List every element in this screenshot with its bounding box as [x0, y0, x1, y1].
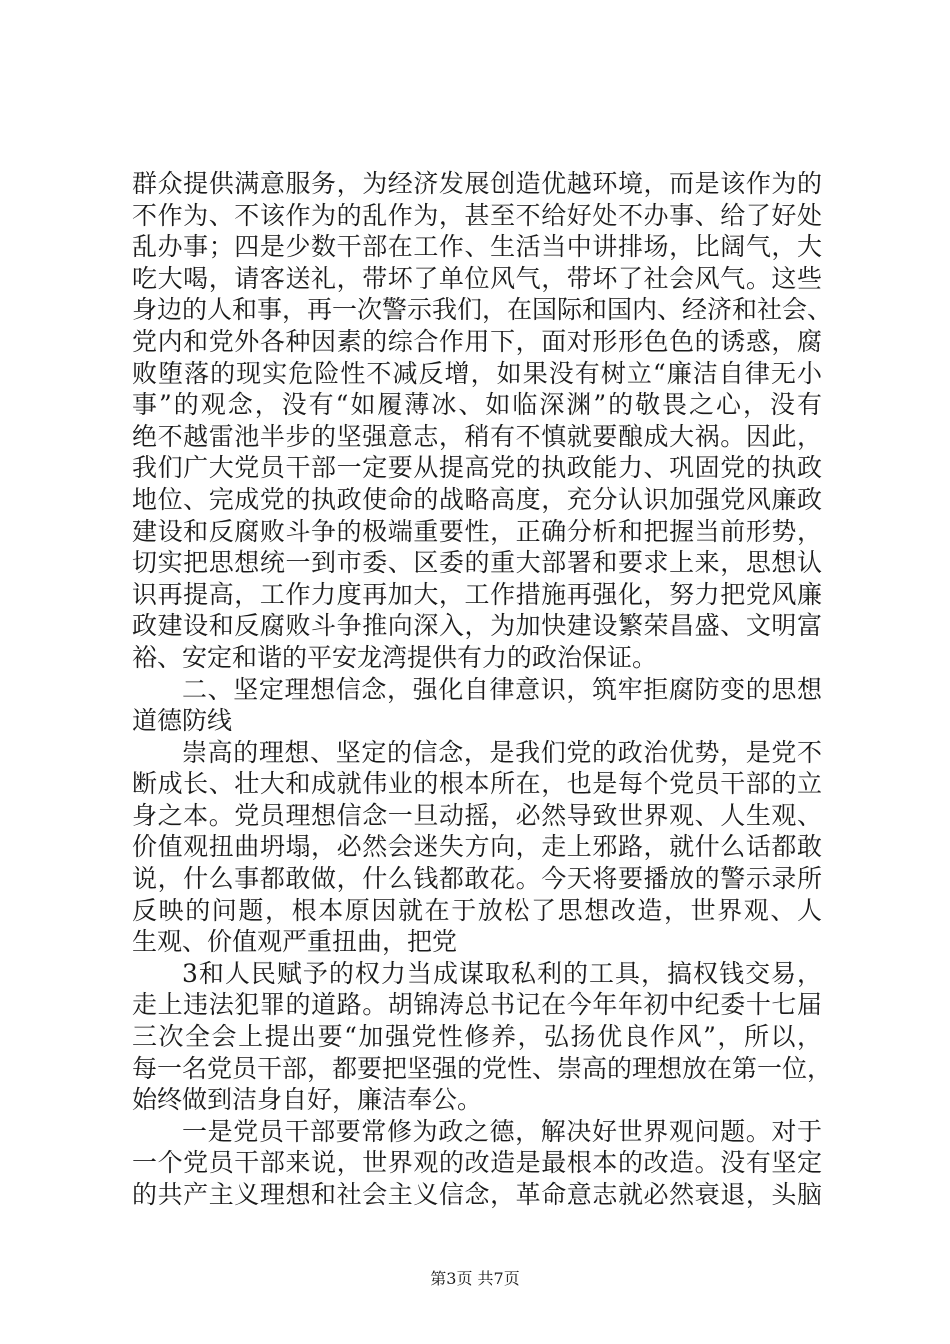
text-line: 每一名党员干部，都要把坚强的党性、崇高的理想放在第一位， [132, 1053, 833, 1083]
paragraph-3 [132, 737, 822, 958]
section-heading [132, 674, 822, 737]
paragraph-1 [132, 168, 833, 674]
text-line: 党内和党外各种因素的综合作用下，面对形形色色的诱惑，腐 [132, 326, 822, 356]
text-line: 吃大喝，请客送礼，带坏了单位风气，带坏了社会风气。这些 [132, 263, 822, 293]
text-line: 生观、价值观严重扭曲，把党 [132, 927, 458, 957]
text-line: 二、坚定理想信念，强化自律意识，筑牢拒腐防变的思想 [182, 674, 822, 704]
text-line: 身之本。党员理想信念一旦动摇，必然导致世界观、人生观、 [132, 800, 822, 830]
text-line: 地位、完成党的执政使命的战略高度，充分认识加强党风廉政 [132, 484, 822, 514]
paragraph-5 [132, 1116, 822, 1211]
text-line: 三次全会上提出要“加强党性修养，弘扬优良作风”，所以， [132, 1022, 822, 1052]
text-line: 识再提高，工作力度再加大，工作措施再强化，努力把党风廉 [132, 579, 822, 609]
text-line: 裕、安定和谐的平安龙湾提供有力的政治保证。 [132, 642, 658, 672]
text-line: 一个党员干部来说，世界观的改造是最根本的改造。没有坚定 [132, 1148, 822, 1178]
text-line: 乱办事；四是少数干部在工作、生活当中讲排场，比阔气，大 [132, 232, 822, 262]
document-body [132, 168, 833, 1211]
text-line: 群众提供满意服务，为经济发展创造优越环境，而是该作为的 [132, 169, 822, 198]
text-line: 一是党员干部要常修为政之德，解决好世界观问题。对于 [182, 1116, 822, 1146]
text-line: 反映的问题，根本原因就在于放松了思想改造，世界观、人 [132, 895, 822, 925]
text-line: 始终做到洁身自好，廉洁奉公。 [132, 1085, 483, 1115]
text-line: 说，什么事都敢做，什么钱都敢花。今天将要播放的警示录所 [132, 864, 822, 894]
text-line: 崇高的理想、坚定的信念，是我们党的政治优势，是党不 [182, 737, 822, 767]
text-line: 建设和反腐败斗争的极端重要性，正确分析和把握当前形势， [132, 516, 822, 546]
text-line: 身边的人和事，再一次警示我们，在国际和国内、经济和社会、 [132, 295, 833, 325]
text-line: 事”的观念，没有“如履薄冰、如临深渊”的敬畏之心，没有 [132, 390, 822, 420]
text-line: 道德防线 [132, 706, 233, 736]
text-line: 不作为、不该作为的乱作为，甚至不给好处不办事、给了好处 [132, 200, 822, 230]
paragraph-4 [132, 958, 833, 1116]
text-line: 的共产主义理想和社会主义信念，革命意志就必然衰退，头脑 [132, 1180, 822, 1209]
text-line: 走上违法犯罪的道路。胡锦涛总书记在今年年初中纪委十七届 [132, 990, 822, 1020]
text-line: 败堕落的现实危险性不减反增，如果没有树立“廉洁自律无小 [132, 358, 822, 388]
text-line: 绝不越雷池半步的坚强意志，稍有不慎就要酿成大祸。因此， [132, 421, 822, 451]
text-line: 政建设和反腐败斗争推向深入，为加快建设繁荣昌盛、文明富 [132, 611, 822, 641]
text-line: 切实把思想统一到市委、区委的重大部署和要求上来，思想认 [132, 548, 822, 578]
text-line: 价值观扭曲坍塌，必然会迷失方向，走上邪路，就什么话都敢 [132, 832, 822, 862]
text-line: 断成长、壮大和成就伟业的根本所在，也是每个党员干部的立 [132, 769, 822, 799]
page-number-footer: 第3页 共7页 [430, 1269, 520, 1288]
text-line: 我们广大党员干部一定要从提高党的执政能力、巩固党的执政 [132, 453, 822, 483]
text-line: 3和人民赋予的权力当成谋取私利的工具，搞权钱交易， [182, 958, 822, 988]
